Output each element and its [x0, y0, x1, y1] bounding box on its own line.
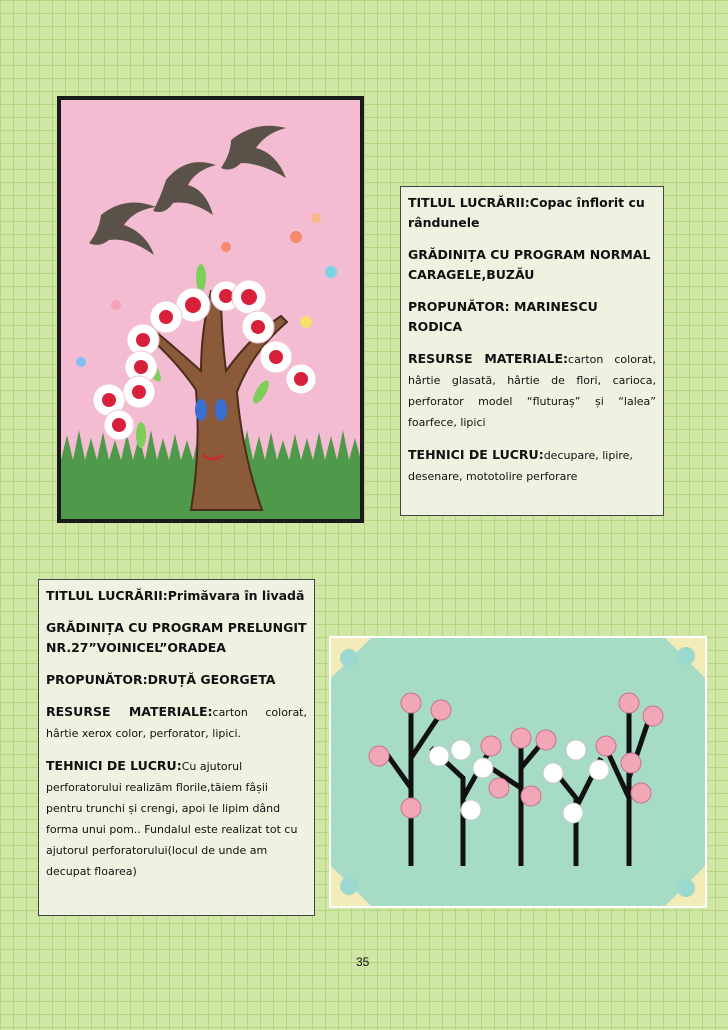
- project2-resources: [46, 702, 307, 744]
- project1-resources: [408, 349, 656, 433]
- project2-techniques: [46, 756, 307, 882]
- project1-school: GRĂDINIȚA CU PROGRAM NORMAL CARAGELE,BUZĂU: [408, 247, 651, 282]
- project1-techniques: [408, 445, 656, 487]
- swallow-birds: [89, 126, 286, 255]
- page-number: 35: [356, 955, 370, 969]
- project2-school: GRĂDINIȚA CU PROGRAM PRELUNGIT NR.27”VOINICEL”ORADEA: [46, 620, 307, 655]
- photo-spring-orchard: [329, 636, 707, 908]
- resources-label: RESURSE MATERIALE:: [46, 704, 213, 719]
- techniques-label: TEHNICI DE LUCRU:: [408, 447, 544, 462]
- techniques-value: decupare, lipire, desenare, mototolire perforare: [408, 449, 633, 483]
- resources-label: RESURSE MATERIALE:: [408, 351, 569, 366]
- resources-value: carton colorat, hârtie xerox color, perforator, lipici.: [46, 706, 307, 740]
- title-label: TITLUL LUCRĂRII:: [408, 195, 530, 210]
- techniques-value: Cu ajutorul perforatorului realizăm florile,tăiem fâșii pentru trunchi și crengi, apoi le lipim dând forma unui pom.. Fundalul este realizat tot cu ajutorul perforatorului(locul de unde am decupat floarea): [46, 760, 298, 878]
- title-value: Primăvara în livadă: [167, 588, 305, 603]
- project2-author: PROPUNĂTOR:DRUȚĂ GEORGETA: [46, 672, 276, 687]
- project2-info-box: [38, 579, 315, 916]
- resources-value: carton colorat, hârtie glasată, hârtie de flori, carioca, perforator model “fluturaș” și “lalea” foarfece, lipici: [408, 353, 656, 429]
- project2-title: [46, 586, 307, 606]
- title-label: TITLUL LUCRĂRII:: [46, 588, 168, 603]
- project1-info-box: [400, 186, 664, 516]
- photo-blooming-tree: [57, 96, 364, 523]
- title-value: Copac înflorit cu rândunele: [408, 195, 645, 230]
- project1-title: [408, 193, 656, 233]
- techniques-label: TEHNICI DE LUCRU:: [46, 758, 182, 773]
- project1-author: PROPUNĂTOR: MARINESCU RODICA: [408, 299, 598, 334]
